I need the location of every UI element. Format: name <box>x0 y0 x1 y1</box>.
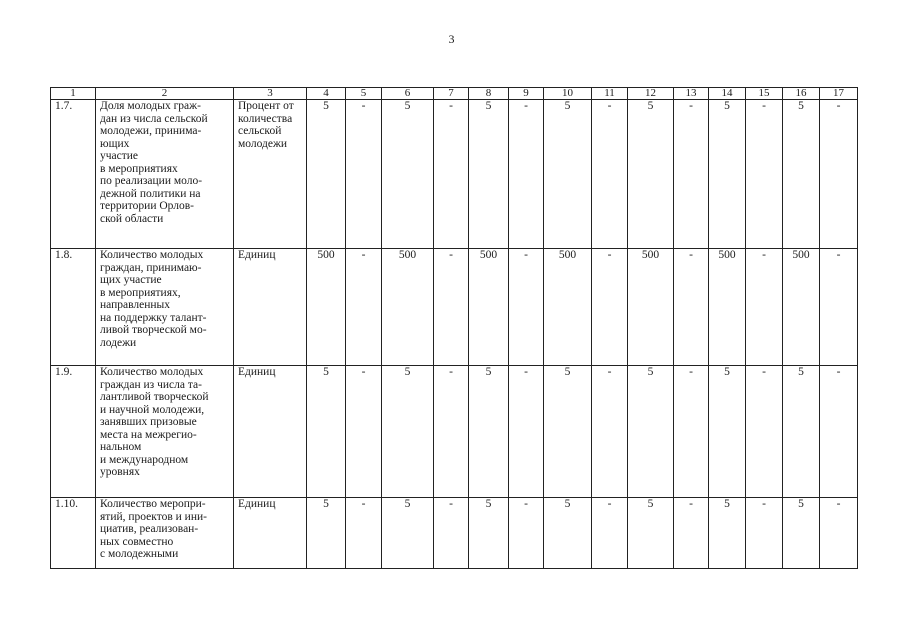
value-cell: 5 <box>628 100 674 249</box>
value-cell: 5 <box>628 498 674 569</box>
value-cell: - <box>820 100 858 249</box>
value-cell: - <box>746 249 783 366</box>
header-row <box>51 88 858 100</box>
value-cell: 5 <box>628 366 674 498</box>
value-cell: 5 <box>709 100 746 249</box>
value-cell: - <box>746 366 783 498</box>
header-cell: 6 <box>382 88 434 100</box>
indicator-name <box>96 249 234 366</box>
header-cell: 14 <box>709 88 746 100</box>
indicator-name-line: ской области <box>100 212 164 225</box>
value-cell: 5 <box>544 100 592 249</box>
value-cell: 5 <box>469 366 509 498</box>
value-cell: 5 <box>783 498 820 569</box>
page-number: 3 <box>448 32 455 46</box>
value-cell: - <box>592 100 628 249</box>
indicator-name-line: дан из числа сельской <box>100 112 208 125</box>
value-cell: 500 <box>469 249 509 366</box>
indicator-name-line: места на межрегио- <box>100 428 197 441</box>
value-cell: - <box>346 366 382 498</box>
header-cell: 12 <box>628 88 674 100</box>
value-cell: - <box>820 498 858 569</box>
indicator-name-line: лантливой творческой <box>100 391 209 403</box>
table-row <box>51 100 858 249</box>
value-cell: - <box>509 366 544 498</box>
unit-line: количества <box>238 112 293 125</box>
indicators-table <box>50 87 858 569</box>
header-cell: 5 <box>346 88 382 100</box>
header-cell: 8 <box>469 88 509 100</box>
indicator-name-line: Доля молодых граж- <box>100 100 201 112</box>
value-cell: - <box>346 249 382 366</box>
indicator-name-line: щих участие <box>100 274 162 286</box>
value-cell: - <box>346 100 382 249</box>
header-cell: 15 <box>746 88 783 100</box>
value-cell: - <box>346 498 382 569</box>
value-cell: - <box>746 498 783 569</box>
unit-of-measure <box>234 498 307 569</box>
indicator-name-line: в мероприятиях, <box>100 286 181 299</box>
value-cell: 500 <box>307 249 346 366</box>
unit-line: Единиц <box>238 498 276 510</box>
row-index: 1.9. <box>51 366 96 498</box>
header-cell: 1 <box>51 88 96 100</box>
indicator-name-line: циатив, реализован- <box>100 523 199 535</box>
value-cell: 5 <box>307 498 346 569</box>
value-cell: - <box>592 249 628 366</box>
value-cell: 5 <box>382 100 434 249</box>
table-row <box>51 249 858 366</box>
header-cell: 2 <box>96 88 234 100</box>
value-cell: 5 <box>783 100 820 249</box>
indicator-name-line: в мероприятиях <box>100 162 178 175</box>
header-cell: 13 <box>674 88 709 100</box>
unit-line: Процент от <box>238 100 294 112</box>
value-cell: 500 <box>783 249 820 366</box>
unit-of-measure <box>234 249 307 366</box>
indicator-name-line: граждан из числа та- <box>100 378 202 391</box>
value-cell: - <box>434 366 469 498</box>
value-cell: 5 <box>469 100 509 249</box>
value-cell: - <box>820 249 858 366</box>
row-index: 1.8. <box>51 249 96 366</box>
value-cell: 5 <box>307 100 346 249</box>
indicator-name-line: ющих <box>100 137 130 150</box>
table-row <box>51 498 858 569</box>
value-cell: - <box>674 100 709 249</box>
row-index: 1.10. <box>51 498 96 569</box>
row-index: 1.7. <box>51 100 96 249</box>
value-cell: - <box>509 498 544 569</box>
value-cell: 500 <box>709 249 746 366</box>
indicator-name-line: лодежи <box>100 336 137 349</box>
indicator-name-line: занявших призовые <box>100 416 197 428</box>
value-cell: 5 <box>783 366 820 498</box>
indicator-name-line: Количество молодых <box>100 366 204 378</box>
header-cell: 11 <box>592 88 628 100</box>
indicator-name-line: с молодежными <box>100 548 179 560</box>
value-cell: - <box>820 366 858 498</box>
header-cell: 7 <box>434 88 469 100</box>
header-cell: 16 <box>783 88 820 100</box>
indicator-name-line: направленных <box>100 299 171 311</box>
indicator-name-line: Количество молодых <box>100 249 204 261</box>
value-cell: 5 <box>544 498 592 569</box>
header-cell: 10 <box>544 88 592 100</box>
value-cell: 5 <box>544 366 592 498</box>
value-cell: - <box>592 366 628 498</box>
indicator-name-line: ных совместно <box>100 535 174 548</box>
indicator-name <box>96 366 234 498</box>
indicator-name-line: ливой творческой мо- <box>100 324 207 336</box>
indicator-name-line: по реализации моло- <box>100 175 203 187</box>
value-cell: - <box>674 249 709 366</box>
value-cell: - <box>746 100 783 249</box>
indicator-name-line: участие <box>100 150 139 162</box>
value-cell: 5 <box>709 366 746 498</box>
unit-line: молодежи <box>238 137 288 150</box>
header-cell: 4 <box>307 88 346 100</box>
indicator-name-line: Количество меропри- <box>100 498 206 510</box>
value-cell: - <box>434 498 469 569</box>
value-cell: - <box>434 249 469 366</box>
value-cell: - <box>509 249 544 366</box>
table-body <box>51 88 858 569</box>
indicator-name-line: и научной молодежи, <box>100 403 205 416</box>
value-cell: - <box>592 498 628 569</box>
unit-line: Единиц <box>238 249 276 261</box>
indicator-name-line: уровнях <box>100 466 140 478</box>
indicator-name-line: молодежи, принима- <box>100 125 202 137</box>
unit-line: сельской <box>238 125 282 137</box>
header-cell: 3 <box>234 88 307 100</box>
indicator-name-line: дежной политики на <box>100 187 201 200</box>
indicator-name-line: ятий, проектов и ини- <box>100 510 207 523</box>
indicator-name-line: нальном <box>100 441 142 453</box>
value-cell: - <box>509 100 544 249</box>
header-cell: 17 <box>820 88 858 100</box>
value-cell: - <box>434 100 469 249</box>
indicator-name-line: граждан, принимаю- <box>100 261 202 274</box>
indicator-name-line: и международном <box>100 453 189 466</box>
value-cell: 500 <box>544 249 592 366</box>
indicator-name <box>96 100 234 249</box>
indicator-name-line: территории Орлов- <box>100 200 194 212</box>
value-cell: 5 <box>307 366 346 498</box>
value-cell: - <box>674 498 709 569</box>
unit-of-measure <box>234 366 307 498</box>
value-cell: 500 <box>382 249 434 366</box>
unit-line: Единиц <box>238 366 276 378</box>
value-cell: 5 <box>709 498 746 569</box>
unit-of-measure <box>234 100 307 249</box>
indicator-name <box>96 498 234 569</box>
value-cell: - <box>674 366 709 498</box>
header-cell: 9 <box>509 88 544 100</box>
indicator-name-line: на поддержку талант- <box>100 311 207 324</box>
value-cell: 500 <box>628 249 674 366</box>
table-row <box>51 366 858 498</box>
value-cell: 5 <box>382 366 434 498</box>
value-cell: 5 <box>469 498 509 569</box>
value-cell: 5 <box>382 498 434 569</box>
